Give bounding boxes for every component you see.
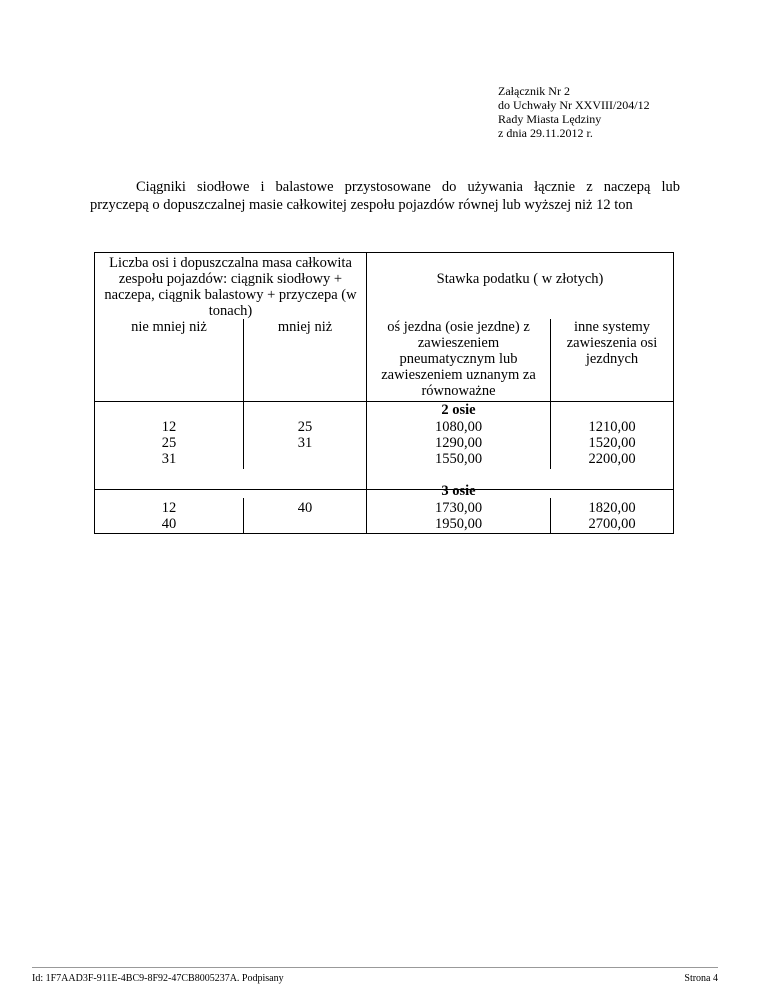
intro-line-1: Ciągniki siodłowe i balastowe przystosowane do używania łącznie z naczepą lub [136, 179, 680, 195]
group2-pneumatic-rates [367, 500, 550, 532]
table-cell: 25 [161, 435, 177, 451]
col-header-pneumatic-line4: zawieszeniem uznanym za [381, 367, 536, 383]
document-id: Id: 1F7AAD3F-911E-4BC9-8F92-47CB8005237A. Podpisany [32, 973, 284, 984]
header-axles-mass-line3: naczepa, ciągnik balastowy + przyczepa (w [104, 287, 357, 303]
table-cell: 25 [297, 419, 313, 435]
table-cell: 1290,00 [434, 435, 483, 451]
table-cell: 2200,00 [588, 451, 636, 467]
col-header-other-line3: jezdnych [585, 351, 639, 367]
col-header-pneumatic-line3: pneumatycznym lub [399, 351, 518, 367]
resolution-number: do Uchwały Nr XXVIII/204/12 [498, 98, 650, 112]
col-header-max: mniej niż [277, 319, 333, 335]
tax-rate-table [94, 252, 674, 534]
header-axles-mass-line2: zespołu pojazdów: ciągnik siodłowy + [118, 271, 343, 287]
group1-max-values [244, 419, 366, 451]
intro-paragraph [90, 178, 680, 214]
table-cell: 2700,00 [588, 516, 636, 532]
group-label-3-axles: 3 osie [441, 483, 476, 499]
col-header-pneumatic-line2: zawieszeniem [417, 335, 500, 351]
col-header-min: nie mniej niż [131, 319, 207, 335]
group1-pneumatic-rates [367, 419, 550, 467]
col-header-other-line1: inne systemy [573, 319, 651, 335]
group2-min-values [95, 500, 243, 532]
table-cell: 31 [297, 435, 313, 451]
header-axles-mass-line1: Liczba osi i dopuszczalna masa całkowita [109, 255, 352, 271]
col-header-other-line2: zawieszenia osi [566, 335, 658, 351]
resolution-date: z dnia 29.11.2012 r. [498, 126, 593, 140]
attachment-number: Załącznik Nr 2 [498, 84, 570, 98]
group2-max-values [244, 500, 366, 516]
intro-line-2: przyczepą o dopuszczalnej masie całkowitej zespołu pojazdów równej lub wyższej niż 12 ton [90, 197, 633, 213]
table-cell: 12 [161, 419, 177, 435]
table-cell: 1820,00 [588, 500, 636, 516]
table-cell: 1950,00 [434, 516, 483, 532]
group1-other-rates [551, 419, 673, 467]
footer-divider [32, 967, 718, 968]
group2-other-rates [551, 500, 673, 532]
page-number: Strona 4 [684, 973, 718, 984]
col-header-pneumatic-line5: równoważne [421, 383, 496, 399]
table-cell: 1550,00 [434, 451, 483, 467]
table-cell: 1520,00 [588, 435, 636, 451]
col-header-pneumatic [367, 319, 550, 399]
group1-min-values [95, 419, 243, 467]
col-header-other [551, 319, 673, 367]
table-cell: 1210,00 [588, 419, 636, 435]
group-label-2-axles: 2 osie [441, 402, 476, 418]
table-cell: 31 [161, 451, 177, 467]
table-cell: 1080,00 [434, 419, 483, 435]
col-header-pneumatic-line1: oś jezdna (osie jezdne) z [387, 319, 530, 335]
header-axles-mass-line4: tonach) [208, 303, 253, 319]
table-cell: 40 [297, 500, 313, 516]
header-axles-mass [95, 255, 366, 319]
table-cell: 12 [161, 500, 177, 516]
table-cell: 1730,00 [434, 500, 483, 516]
header-tax-rate: Stawka podatku ( w złotych) [436, 271, 604, 287]
attachment-header [498, 84, 650, 140]
council-name: Rady Miasta Lędziny [498, 112, 602, 126]
table-cell: 40 [161, 516, 177, 532]
